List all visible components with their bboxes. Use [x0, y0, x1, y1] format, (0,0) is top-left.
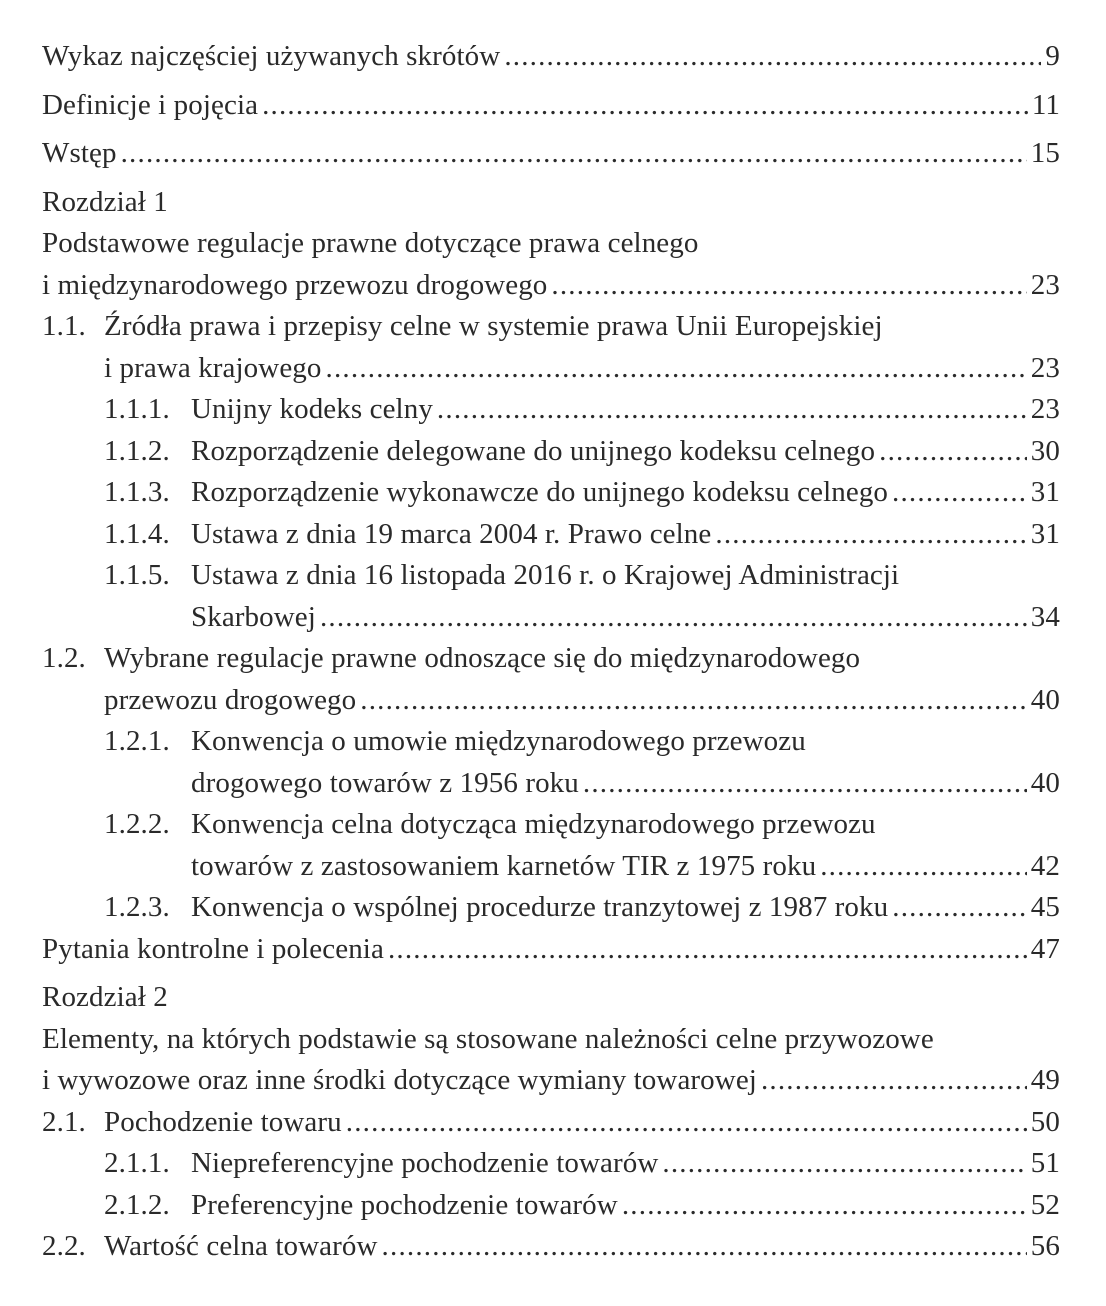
entry-title: Wybrane regulacje prawne odnoszące się do międzynarodowego — [104, 642, 861, 674]
page-number: 23 — [1030, 268, 1060, 301]
entry-title: Rozdział 1 — [42, 185, 168, 218]
page-number: 52 — [1030, 1188, 1060, 1221]
entry-title: i wywozowe oraz inne środki dotyczące wymiany towarowej — [42, 1064, 757, 1096]
section-number: 1.2.2. — [104, 808, 170, 840]
toc-entry-row — [191, 389, 1060, 431]
toc-entry — [42, 265, 1060, 307]
page-number: 40 — [1030, 766, 1060, 799]
dot-leader — [437, 389, 1027, 431]
dot-leader — [551, 265, 1026, 307]
entry-title: Skarbowej — [191, 600, 316, 633]
dot-leader — [892, 472, 1027, 514]
toc-entry-continuation — [42, 1019, 1060, 1061]
toc-entry-row — [104, 680, 1060, 722]
entry-title: Ustawa z dnia 16 listopada 2016 r. o Krajowej Administracji — [191, 559, 900, 591]
entry-title: Rozporządzenie delegowane do unijnego kodeksu celnego — [191, 434, 876, 467]
entry-title: Unijny kodeks celny — [191, 393, 433, 425]
table-of-contents — [42, 36, 1060, 1268]
toc-entry — [42, 348, 1060, 390]
toc-entry — [42, 85, 1060, 127]
dot-leader — [121, 133, 1027, 175]
entry-title: drogowego towarów z 1956 roku — [191, 766, 579, 799]
toc-entry-continuation — [42, 223, 1060, 265]
toc-entry-continuation — [42, 182, 1060, 224]
entry-title: Konwencja celna dotycząca międzynarodowego przewozu — [191, 808, 876, 840]
page-number: 31 — [1030, 517, 1060, 550]
toc-entry-row — [42, 265, 1060, 307]
toc-entry-row — [42, 36, 1060, 78]
page-number: 50 — [1030, 1105, 1060, 1138]
toc-entry-row — [104, 1102, 1060, 1144]
dot-leader — [504, 36, 1041, 78]
toc-entry-continuation — [42, 721, 1060, 763]
section-number: 2.1.2. — [104, 1188, 170, 1221]
dot-leader — [892, 887, 1027, 929]
toc-entry-row — [191, 597, 1060, 639]
entry-title: Rozporządzenie wykonawcze do unijnego kodeksu celnego — [191, 476, 889, 508]
toc-entry — [42, 133, 1060, 175]
page-number: 42 — [1030, 849, 1060, 882]
section-number: 1.1.3. — [104, 476, 170, 508]
page-number: 40 — [1030, 683, 1060, 716]
entry-title: Rozdział 2 — [42, 981, 168, 1013]
dot-leader — [761, 1060, 1027, 1102]
section-number: 1.1.2. — [104, 434, 170, 467]
toc-entry-row — [191, 431, 1060, 473]
dot-leader — [662, 1143, 1026, 1185]
entry-title: Konwencja o wspólnej procedurze tranzytowej z 1987 roku — [191, 891, 889, 923]
dot-leader — [583, 763, 1027, 805]
toc-entry-row — [42, 85, 1060, 127]
toc-entry-row — [191, 1185, 1060, 1227]
toc-entry — [42, 1143, 1060, 1185]
toc-entry — [42, 1102, 1060, 1144]
page-number: 45 — [1030, 891, 1060, 923]
section-number: 2.2. — [42, 1230, 86, 1262]
entry-title: Wartość celna towarów — [104, 1230, 378, 1262]
entry-title: Podstawowe regulacje prawne dotyczące prawa celnego — [42, 227, 699, 259]
toc-entry — [42, 514, 1060, 556]
toc-entry — [42, 431, 1060, 473]
dot-leader — [382, 1226, 1027, 1268]
section-number: 1.1.4. — [104, 517, 170, 550]
toc-entry-continuation — [42, 977, 1060, 1019]
toc-entry-row — [191, 763, 1060, 805]
toc-entry-continuation — [42, 555, 1060, 597]
page-number: 15 — [1030, 137, 1060, 169]
entry-title: Pochodzenie towaru — [104, 1105, 342, 1138]
page-number: 49 — [1030, 1064, 1060, 1096]
dot-leader — [262, 85, 1028, 127]
section-number: 1.2.3. — [104, 891, 170, 923]
page-number: 23 — [1030, 351, 1060, 384]
toc-entry-row — [191, 887, 1060, 929]
dot-leader — [715, 514, 1026, 556]
entry-title: Ustawa z dnia 19 marca 2004 r. Prawo celne — [191, 517, 712, 550]
toc-entry-row — [191, 514, 1060, 556]
entry-title: towarów z zastosowaniem karnetów TIR z 1975 roku — [191, 849, 817, 882]
toc-entry-row — [104, 348, 1060, 390]
page-number: 56 — [1030, 1230, 1060, 1262]
toc-entry — [42, 389, 1060, 431]
section-number: 1.1.1. — [104, 393, 170, 425]
page-number: 34 — [1030, 600, 1060, 633]
entry-title: Preferencyjne pochodzenie towarów — [191, 1188, 618, 1221]
toc-entry — [42, 1185, 1060, 1227]
entry-title: Źródła prawa i przepisy celne w systemie prawa Unii Europejskiej — [104, 310, 883, 342]
toc-entry — [42, 472, 1060, 514]
dot-leader — [346, 1102, 1027, 1144]
toc-entry — [42, 36, 1060, 78]
page-number: 30 — [1030, 434, 1060, 467]
toc-entry — [42, 680, 1060, 722]
page-number: 47 — [1030, 932, 1060, 965]
page-number: 23 — [1030, 393, 1060, 425]
toc-entry-row — [191, 472, 1060, 514]
toc-entry-row — [42, 1060, 1060, 1102]
section-number: 2.1.1. — [104, 1147, 170, 1179]
dot-leader — [326, 348, 1027, 390]
section-number: 1.1. — [42, 310, 86, 342]
entry-title: i prawa krajowego — [104, 351, 322, 384]
entry-title: Wykaz najczęściej używanych skrótów — [42, 40, 501, 72]
entry-title: Definicje i pojęcia — [42, 88, 259, 121]
section-number: 1.1.5. — [104, 559, 170, 591]
section-number: 1.2.1. — [104, 725, 170, 757]
entry-title: Elementy, na których podstawie są stosowane należności celne przywozowe — [42, 1022, 934, 1055]
toc-entry-continuation — [42, 804, 1060, 846]
page-number: 31 — [1030, 476, 1060, 508]
section-number: 1.2. — [42, 642, 86, 674]
entry-title: przewozu drogowego — [104, 683, 357, 716]
toc-entry-row — [42, 133, 1060, 175]
section-number: 2.1. — [42, 1105, 86, 1138]
toc-entry-row — [191, 1143, 1060, 1185]
dot-leader — [879, 431, 1027, 473]
dot-leader — [360, 680, 1027, 722]
page-number: 51 — [1030, 1147, 1060, 1179]
entry-title: Wstęp — [42, 137, 117, 169]
toc-entry — [42, 929, 1060, 971]
entry-title: i międzynarodowego przewozu drogowego — [42, 268, 548, 301]
entry-title: Pytania kontrolne i polecenia — [42, 932, 384, 965]
toc-entry-continuation — [42, 306, 1060, 348]
toc-entry — [42, 1060, 1060, 1102]
entry-title: Niepreferencyjne pochodzenie towarów — [191, 1147, 659, 1179]
toc-entry — [42, 763, 1060, 805]
toc-entry-continuation — [42, 638, 1060, 680]
toc-entry — [42, 1226, 1060, 1268]
entry-title: Konwencja o umowie międzynarodowego przewozu — [191, 725, 806, 757]
dot-leader — [622, 1185, 1027, 1227]
dot-leader — [320, 597, 1027, 639]
toc-entry — [42, 597, 1060, 639]
page-number: 11 — [1031, 88, 1060, 121]
page-number: 9 — [1045, 40, 1060, 72]
toc-entry — [42, 887, 1060, 929]
toc-entry — [42, 846, 1060, 888]
dot-leader — [388, 929, 1027, 971]
dot-leader — [820, 846, 1027, 888]
toc-entry-row — [191, 846, 1060, 888]
toc-entry-row — [42, 929, 1060, 971]
toc-entry-row — [104, 1226, 1060, 1268]
